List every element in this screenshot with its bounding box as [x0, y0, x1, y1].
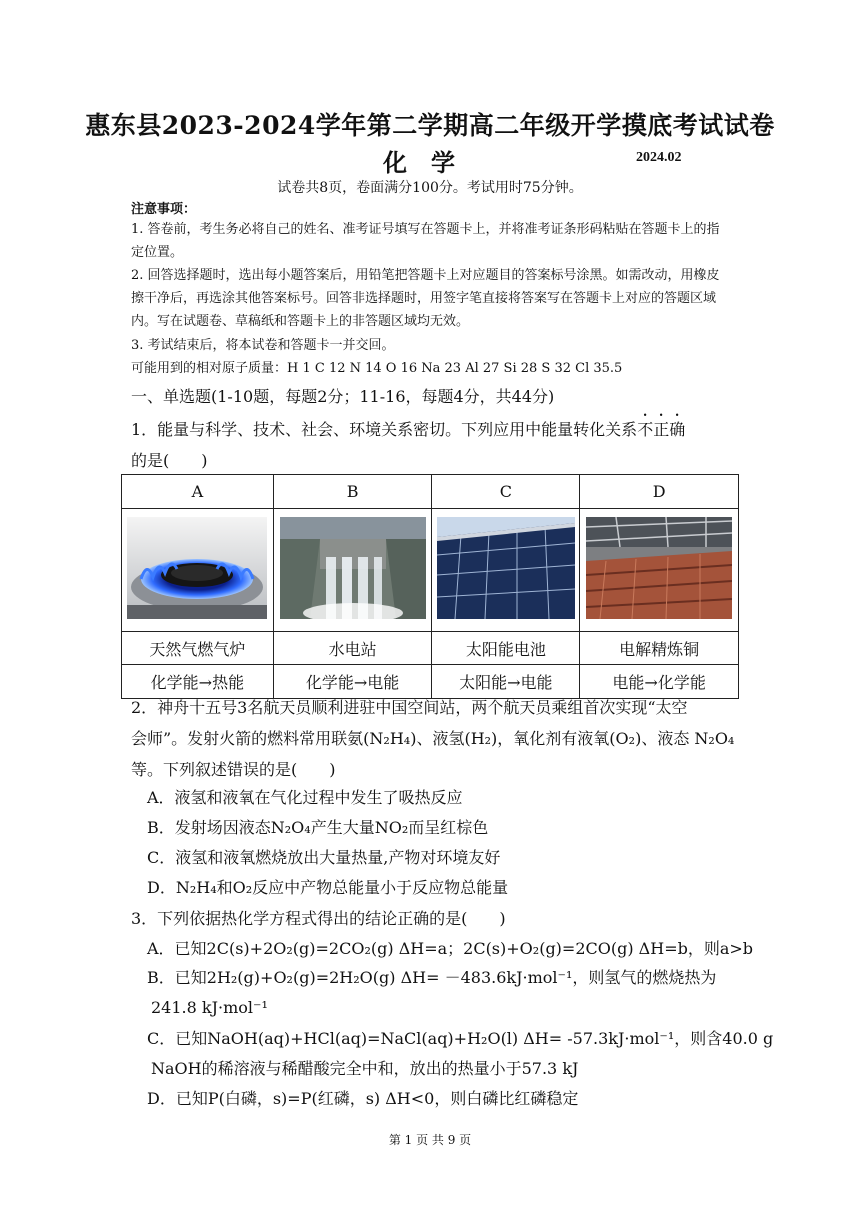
notice-item-3: 3. 考试结束后，将本试卷和答题卡一并交回。: [131, 338, 395, 353]
q2-line-1: 2．神舟十五号3名航天员顺利进驻中国空间站，两个航天员乘组首次实现“太空: [131, 698, 688, 717]
q2-option-a: A．液氢和液氧在气化过程中发生了吸热反应: [147, 788, 463, 807]
option-b-conversion: 化学能→电能: [273, 665, 432, 699]
q3-option-c-line-2: NaOH的稀溶液与稀醋酸完全中和，放出的热量小于57.3 kJ: [151, 1059, 579, 1078]
option-d-conversion: 电能→化学能: [580, 665, 739, 699]
q2-option-d: D．N₂H₄和O₂反应中产物总能量小于反应物总能量: [147, 878, 509, 897]
q2-option-b: B．发射场因液态N₂O₄产生大量NO₂而呈红棕色: [147, 818, 489, 837]
subject-title: 化学: [383, 148, 479, 177]
notice-item-2: 2. 回答选择题时，选出每小题答案后，用铅笔把答题卡上对应题目的答案标号涂黑。如需改动，用橡皮擦干净后，再选涂其他答案标号。回答非选择题时，用签字笔直接将答案写在答题卡上对应的答题区域内。写在试题卷、草稿纸和答题卡上的非答题区域均无效。: [131, 268, 720, 329]
question-1-stem: [131, 411, 731, 476]
q3-option-a: A．已知2C(s)+2O₂(g)=2CO₂(g) ΔH=a；2C(s)+O₂(g)=2CO(g) ΔH=b，则a>b: [147, 939, 754, 958]
option-b-name: 水电站: [273, 632, 432, 665]
column-letter-d: D: [580, 475, 739, 509]
q3-option-b-line-2: 241.8 kJ·mol⁻¹: [151, 998, 268, 1017]
q1-stem-b: 的是( ): [131, 451, 208, 470]
copper-refining-plant-icon: [586, 517, 732, 619]
q2-option-c: C．液氢和液氧燃烧放出大量热量,产物对环境友好: [147, 848, 501, 867]
option-d-name: 电解精炼铜: [580, 632, 739, 665]
notice-heading: 注意事项：: [131, 202, 197, 217]
section-heading: 一、单选题(1-10题，每题2分；11-16，每题4分，共44分): [131, 387, 555, 406]
q3-option-b-line-1: B．已知2H₂(g)+O₂(g)=2H₂O(g) ΔH= －483.6kJ·mol⁻¹，则氢气的燃烧热为: [147, 968, 717, 987]
option-c-name: 太阳能电池: [432, 632, 580, 665]
column-letter-a: A: [122, 475, 274, 509]
hydropower-dam-icon: [280, 517, 426, 619]
q1-stem-a: 1．能量与科学、技术、社会、环境关系密切。下列应用中能量转化关系: [131, 420, 638, 439]
q1-stem-emphasis: 不正确: [637, 420, 686, 439]
exam-title: 惠东县2023-2024学年第二学期高二年级开学摸底考试试卷: [85, 111, 775, 140]
question-2-stem: [131, 692, 741, 785]
column-letter-b: B: [273, 475, 432, 509]
question-3-stem: 3．下列依据热化学方程式得出的结论正确的是( ): [131, 909, 506, 928]
column-letter-c: C: [432, 475, 580, 509]
atomic-masses: 可能用到的相对原子质量：H 1 C 12 N 14 O 16 Na 23 Al 27 Si 28 S 32 Cl 35.5: [131, 361, 623, 376]
gas-stove-flame-icon: [127, 517, 267, 619]
option-a-conversion: 化学能→热能: [122, 665, 274, 699]
energy-conversion-table: [121, 474, 739, 699]
exam-date: 2024.02: [636, 150, 682, 165]
q3-option-c-line-1: C．已知NaOH(aq)+HCl(aq)=NaCl(aq)+H₂O(l) ΔH= -57.3kJ·mol⁻¹，则含40.0 g: [147, 1029, 774, 1048]
exam-info: 试卷共8页，卷面满分100分。考试用时75分钟。: [277, 180, 583, 196]
q2-line-2: 会师”。发射火箭的燃料常用联氨(N₂H₄)、液氢(H₂)，氧化剂有液氧(O₂)、液态 N₂O₄: [131, 729, 735, 748]
option-a-name: 天然气燃气炉: [122, 632, 274, 665]
q3-option-d: D．已知P(白磷，s)=P(红磷，s) ΔH<0，则白磷比红磷稳定: [147, 1089, 579, 1108]
solar-panel-icon: [437, 517, 575, 619]
notice-item-1: 1. 答卷前，考生务必将自己的姓名、准考证号填写在答题卡上，并将准考证条形码粘贴在答题卡上的指定位置。: [131, 222, 720, 260]
q2-line-3: 等。下列叙述错误的是( ): [131, 760, 336, 779]
page-number: 第 1 页 共 9 页: [388, 1133, 472, 1147]
option-c-conversion: 太阳能→电能: [432, 665, 580, 699]
